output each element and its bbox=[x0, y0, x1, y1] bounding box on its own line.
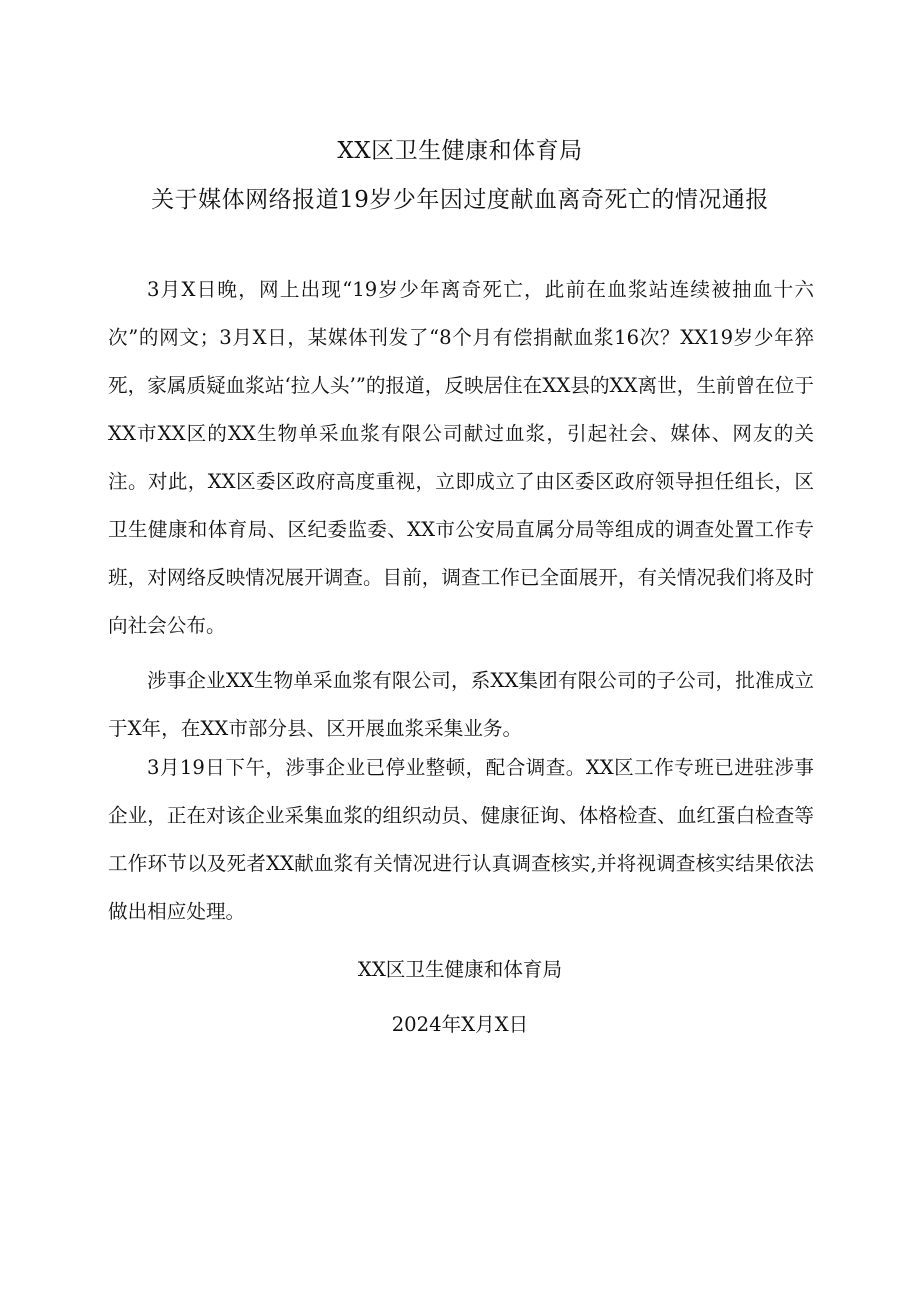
signature-organization: XX区卫生健康和体育局 bbox=[357, 958, 563, 981]
signature-date: 2024年X月X日 bbox=[391, 1013, 529, 1036]
paragraph-background: 3月X日晚，网上出现“19岁少年离奇死亡，此前在血浆站连续被抽血十六次”的网文；3月X日，某媒体刊发了“8个月有偿捐献血浆16次？XX19岁少年猝死，家属质疑血浆站‘拉人头’”的报道，反映居住在XX县的XX离世，生前曾在位于XX市XX区的XX生物单采血浆有限公司献过血浆，引起社会、媒体、网友的关注。对此，XX区委区政府高度重视，立即成立了由区委区政府领导担任组长，区卫生健康和体育局、区纪委监委、XX市公安局直属分局等组成的调查处置工作专班，对网络反映情况展开调查。目前，调查工作已全面展开，有关情况我们将及时向社会公布。 bbox=[108, 278, 814, 637]
paragraph-current-actions: 3月19日下午，涉事企业已停业整顿，配合调查。XX区工作专班已进驻涉事企业，正在对该企业采集血浆的组织动员、健康征询、体格检查、血红蛋白检查等工作环节以及死者XX献血浆有关情况进行认真调查核实,并将视调查核实结果依法做出相应处理。 bbox=[108, 756, 814, 923]
paragraph-company-info: 涉事企业XX生物单采血浆有限公司，系XX集团有限公司的子公司，批准成立于X年，在XX市部分县、区开展血浆采集业务。 bbox=[108, 669, 814, 740]
document-title-issuer: XX区卫生健康和体育局 bbox=[337, 138, 583, 164]
document-title-subject: 关于媒体网络报道19岁少年因过度献血离奇死亡的情况通报 bbox=[151, 187, 769, 213]
